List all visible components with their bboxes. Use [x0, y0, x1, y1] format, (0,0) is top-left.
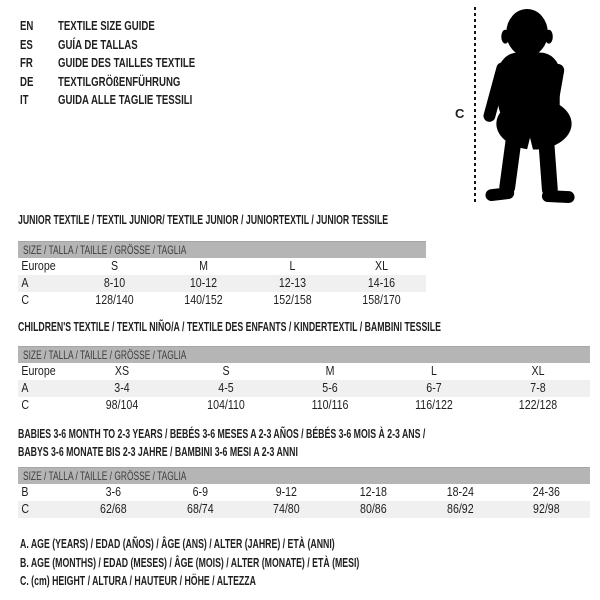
- size-cell: S: [222, 364, 230, 378]
- size-header-bar: [18, 346, 590, 363]
- language-row: [20, 54, 243, 73]
- size-cell: L: [431, 364, 437, 378]
- children-size-table: [18, 346, 590, 414]
- language-code-text: ES: [20, 36, 33, 52]
- babies-size-table: [18, 467, 590, 518]
- table-row: [18, 258, 426, 275]
- size-cell: L: [289, 259, 296, 273]
- language-title-text: GUIDE DES TAILLES TEXTILE: [58, 55, 196, 71]
- table-row: [18, 501, 590, 518]
- size-cell: XL: [374, 259, 388, 273]
- children-table-title-text: CHILDREN'S TEXTILE / TEXTIL NIÑO/A / TEXTILE DES ENFANTS / KINDERTEXTIL / BAMBINI TESSILE: [18, 320, 441, 334]
- language-row: [20, 17, 243, 36]
- babies-table-title-line1: BABIES 3-6 MONTH TO 2-3 YEARS / BEBÉS 3-6 MESES A 2-3 AÑOS / BÉBÉS 3-6 MOIS À 2-3 ANS /: [18, 427, 426, 441]
- language-code-text: FR: [20, 55, 33, 71]
- size-cell: 98/104: [105, 398, 139, 412]
- language-code-text: EN: [20, 18, 34, 33]
- size-cell: 152/158: [273, 293, 312, 307]
- junior-size-table: [18, 241, 426, 309]
- language-title-text: GUÍA DE TALLAS: [58, 36, 138, 52]
- size-cell: M: [325, 364, 335, 378]
- size-cell: 18-24: [446, 485, 474, 499]
- size-cell: 6-7: [426, 381, 442, 395]
- size-cell: 3-4: [114, 381, 130, 395]
- row-label: C: [21, 293, 30, 307]
- junior-table-title: [18, 211, 547, 229]
- table-row: [18, 380, 590, 397]
- size-cell: 140/152: [184, 293, 223, 307]
- language-row: [20, 36, 243, 55]
- legend-line-c-text: C. (cm) HEIGHT / ALTURA / HAUTEUR / HÖHE / ALTEZZA: [20, 574, 256, 588]
- babies-table-title-line2: BABYS 3-6 MONATE BIS 2-3 JAHRE / BAMBINI 3-6 MESI A 2-3 ANNI: [18, 445, 298, 459]
- size-cell: 3-6: [105, 485, 122, 499]
- language-title: [58, 17, 189, 36]
- row-label: C: [21, 502, 30, 516]
- language-code: [20, 36, 58, 55]
- row-label: Europe: [21, 364, 56, 378]
- language-code: [20, 91, 58, 110]
- size-header-bar: [18, 467, 590, 484]
- table-row: [18, 397, 590, 414]
- size-header-text: SIZE / TALLA / TAILLE / GRÖSSE / TAGLIA: [23, 243, 187, 257]
- junior-table-title-text: JUNIOR TEXTILE / TEXTIL JUNIOR/ TEXTILE JUNIOR / JUNIORTEXTIL / JUNIOR TESSILE: [18, 213, 389, 227]
- language-title: [58, 54, 243, 73]
- size-cell: 6-9: [192, 485, 208, 499]
- size-cell: 24-36: [533, 485, 561, 499]
- babies-table-title: [18, 425, 600, 461]
- row-label: A: [21, 381, 29, 395]
- size-cell: 92/98: [533, 502, 560, 516]
- table-row: [18, 292, 426, 309]
- language-title-text: TEXTILE SIZE GUIDE: [58, 18, 155, 33]
- language-title: [58, 91, 240, 110]
- size-cell: 104/110: [207, 398, 245, 412]
- size-cell: XS: [114, 364, 130, 378]
- size-cell: 80/86: [360, 502, 387, 516]
- size-header-bar: [18, 241, 426, 258]
- size-cell: 7-8: [530, 381, 546, 395]
- legend-line-b: [20, 554, 505, 573]
- size-cell: 86/92: [446, 502, 474, 516]
- language-code-text: DE: [20, 73, 34, 89]
- language-title: [58, 73, 223, 92]
- size-cell: M: [199, 259, 208, 273]
- size-cell: 8-10: [103, 276, 126, 290]
- size-cell: 122/128: [518, 398, 558, 412]
- size-cell: 5-6: [322, 381, 338, 395]
- size-cell: 62/68: [100, 502, 127, 516]
- size-cell: S: [110, 259, 119, 273]
- size-cell: 10-12: [189, 276, 218, 290]
- size-cell: 12-18: [359, 485, 387, 499]
- legend-line-c: [20, 572, 505, 591]
- size-cell: 158/170: [362, 293, 401, 307]
- size-cell: XL: [531, 364, 545, 378]
- row-label: Europe: [21, 259, 56, 273]
- size-cell: 128/140: [95, 293, 134, 307]
- measurement-legend: [20, 535, 505, 591]
- size-cell: 68/74: [186, 502, 214, 516]
- size-cell: 14-16: [367, 276, 396, 290]
- legend-line-a-text: A. AGE (YEARS) / EDAD (AÑOS) / ÂGE (ANS) / ALTER (JAHRE) / ETÀ (ANNI): [20, 537, 335, 551]
- language-code: [20, 54, 58, 73]
- height-measure-dotted-line: [474, 7, 476, 205]
- table-row: [18, 484, 590, 501]
- table-row: [18, 363, 590, 380]
- size-cell: 110/116: [311, 398, 349, 412]
- size-header-text: SIZE / TALLA / TAILLE / GRÖSSE / TAGLIA: [23, 469, 187, 483]
- size-header-text: SIZE / TALLA / TAILLE / GRÖSSE / TAGLIA: [23, 348, 187, 362]
- language-title-text: GUIDA ALLE TAGLIE TESSILI: [58, 92, 193, 108]
- size-cell: 116/122: [415, 398, 453, 412]
- children-table-title: [18, 318, 600, 336]
- baby-silhouette-icon: [482, 7, 582, 205]
- size-cell: 12-13: [278, 276, 307, 290]
- size-cell: 4-5: [218, 381, 234, 395]
- language-code: [20, 73, 58, 92]
- language-title-text: TEXTILGRÖßENFÜHRUNG: [58, 73, 181, 89]
- row-label: B: [21, 485, 29, 499]
- row-label: C: [21, 398, 30, 412]
- row-label: A: [21, 276, 29, 290]
- language-title: [58, 36, 166, 55]
- language-row: [20, 91, 243, 110]
- legend-line-b-text: B. AGE (MONTHS) / EDAD (MESES) / ÂGE (MOIS) / ALTER (MONATE) / ETÀ (MESI): [20, 555, 360, 570]
- table-row: [18, 275, 426, 292]
- size-cell: 9-12: [276, 485, 298, 499]
- language-code-text: IT: [20, 92, 29, 108]
- language-row: [20, 73, 243, 92]
- language-list: [20, 17, 243, 110]
- height-label-c: C: [455, 106, 465, 121]
- language-code: [20, 17, 58, 36]
- legend-line-a: [20, 535, 505, 554]
- size-cell: 74/80: [273, 502, 300, 516]
